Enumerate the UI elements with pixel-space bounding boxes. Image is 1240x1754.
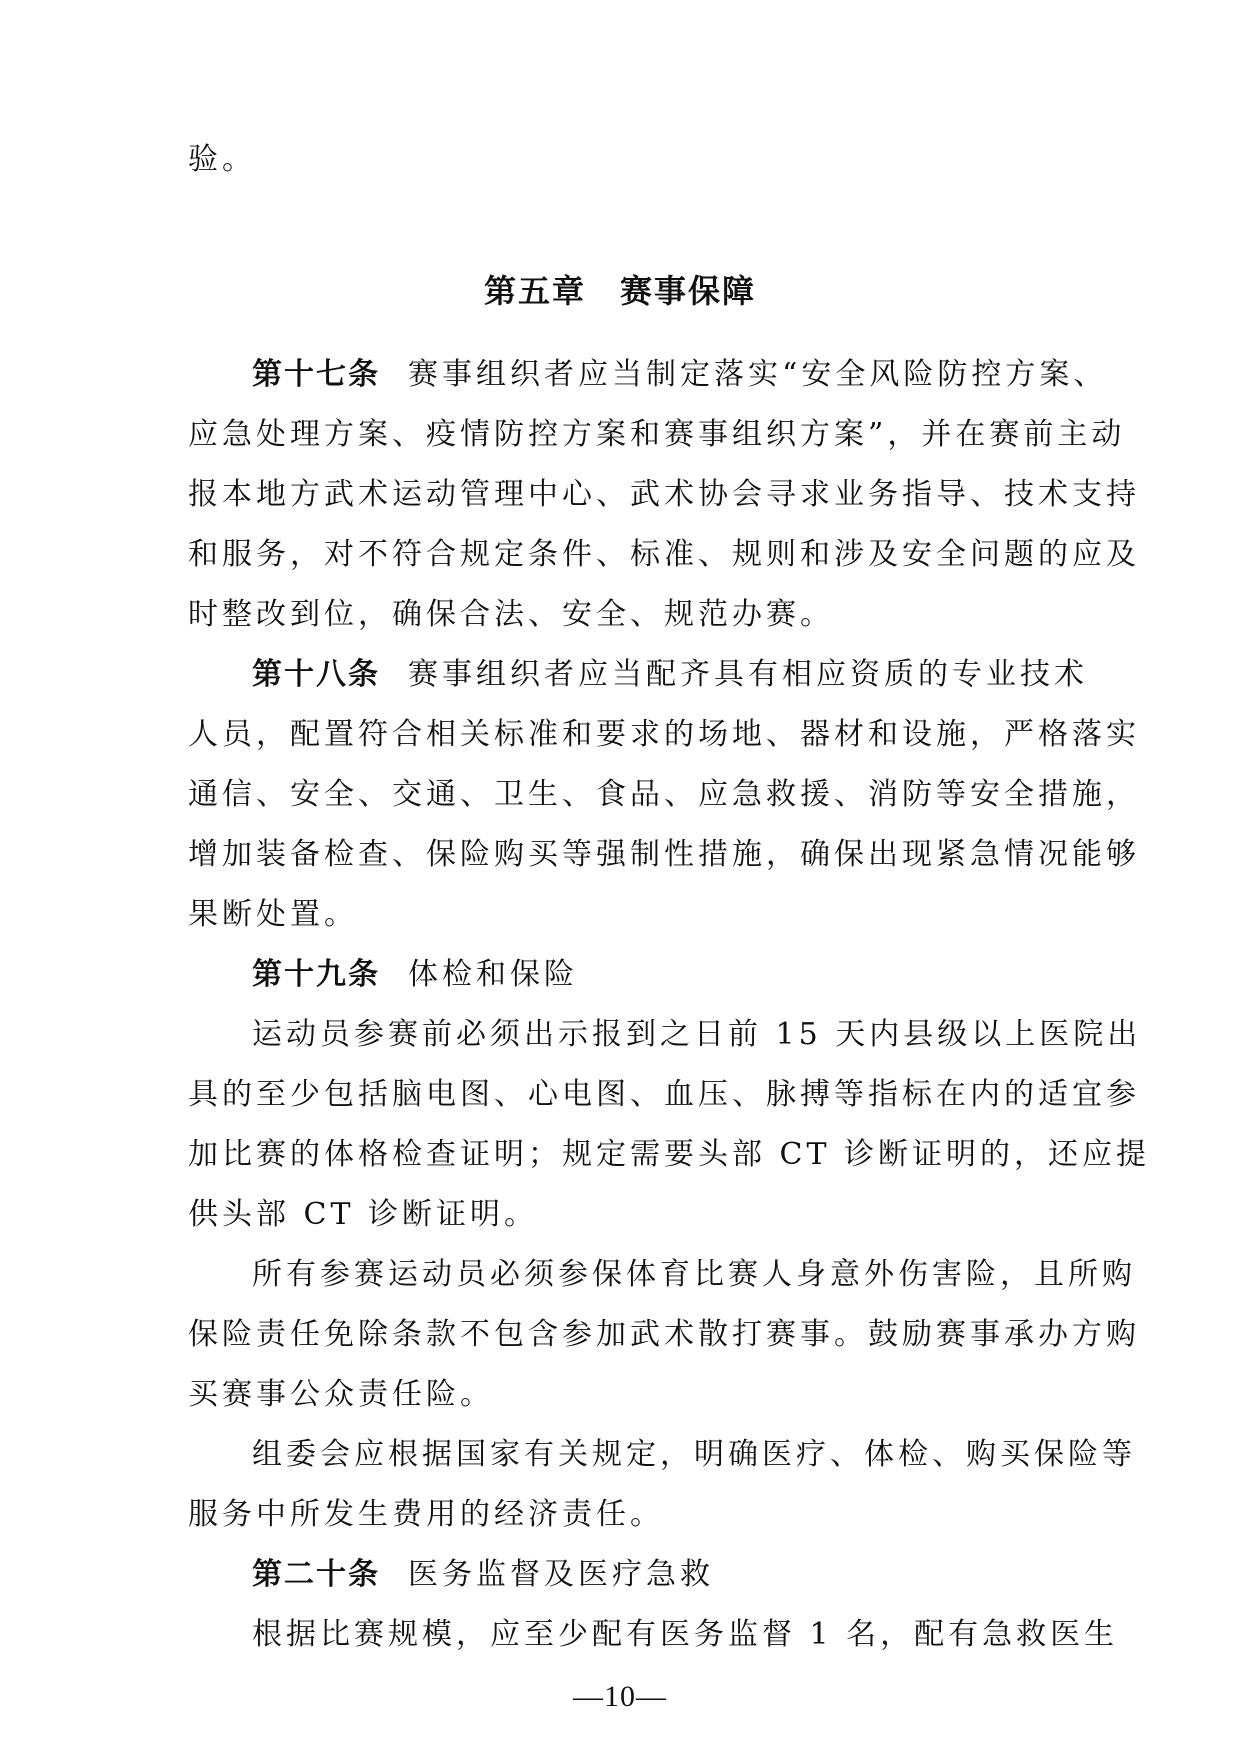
- article-18: [188, 645, 1140, 945]
- text-line: 组委会应根据国家有关规定，明确医疗、体检、购买保险等: [252, 1437, 1136, 1472]
- text-line: 通信、安全、交通、卫生、食品、应急救援、消防等安全措施，: [188, 777, 1140, 812]
- article-title: 体检和保险: [408, 957, 578, 992]
- text-line: 增加装备检查、保险购买等强制性措施，确保出现紧急情况能够: [188, 837, 1140, 872]
- text-line: 服务中所发生费用的经济责任。: [188, 1497, 664, 1532]
- text-line: 赛事组织者应当制定落实“安全风险防控方案、: [408, 357, 1108, 392]
- article-19: [188, 945, 1151, 1545]
- article-20: [188, 1545, 1052, 1605]
- article-17: [188, 345, 1140, 645]
- text-line: 和服务，对不符合规定条件、标准、规则和涉及安全问题的应及: [188, 537, 1140, 572]
- text-line: 买赛事公众责任险。: [188, 1377, 494, 1412]
- carry-over-text: [188, 130, 1052, 190]
- article-20-body: [188, 1605, 1119, 1665]
- article-heading: 第二十条: [252, 1557, 380, 1592]
- text-line: 果断处置。: [188, 897, 358, 932]
- text-line: 赛事组织者应当配齐具有相应资质的专业技术: [408, 657, 1088, 692]
- text-line: 所有参赛运动员必须参保体育比赛人身意外伤害险，且所购: [252, 1257, 1136, 1292]
- text-line: 报本地方武术运动管理中心、武术协会寻求业务指导、技术支持: [188, 477, 1140, 512]
- text-line: 保险责任免除条款不包含参加武术散打赛事。鼓励赛事承办方购: [188, 1317, 1140, 1352]
- chapter-title: 第五章 赛事保障: [483, 272, 756, 310]
- page-number: —10—: [573, 1680, 667, 1713]
- text-line: 时整改到位，确保合法、安全、规范办赛。: [188, 597, 834, 632]
- text-line: 验。: [188, 142, 256, 177]
- text-line: 加比赛的体格检查证明；规定需要头部 CT 诊断证明的，还应提: [188, 1137, 1151, 1172]
- text-line: 人员，配置符合相关标准和要求的场地、器材和设施，严格落实: [188, 717, 1140, 752]
- article-title: 医务监督及医疗急救: [408, 1557, 714, 1592]
- text-line: 根据比赛规模，应至少配有医务监督 1 名，配有急救医生: [252, 1617, 1119, 1652]
- article-heading: 第十九条: [252, 957, 380, 992]
- article-heading: 第十八条: [252, 657, 380, 692]
- text-line: 应急处理方案、疫情防控方案和赛事组织方案”，并在赛前主动: [188, 417, 1126, 452]
- text-line: 供头部 CT 诊断证明。: [188, 1197, 539, 1232]
- article-heading: 第十七条: [252, 357, 380, 392]
- text-line: 具的至少包括脑电图、心电图、血压、脉搏等指标在内的适宜参: [188, 1077, 1140, 1112]
- text-line: 运动员参赛前必须出示报到之日前 15 天内县级以上医院出: [252, 1017, 1142, 1052]
